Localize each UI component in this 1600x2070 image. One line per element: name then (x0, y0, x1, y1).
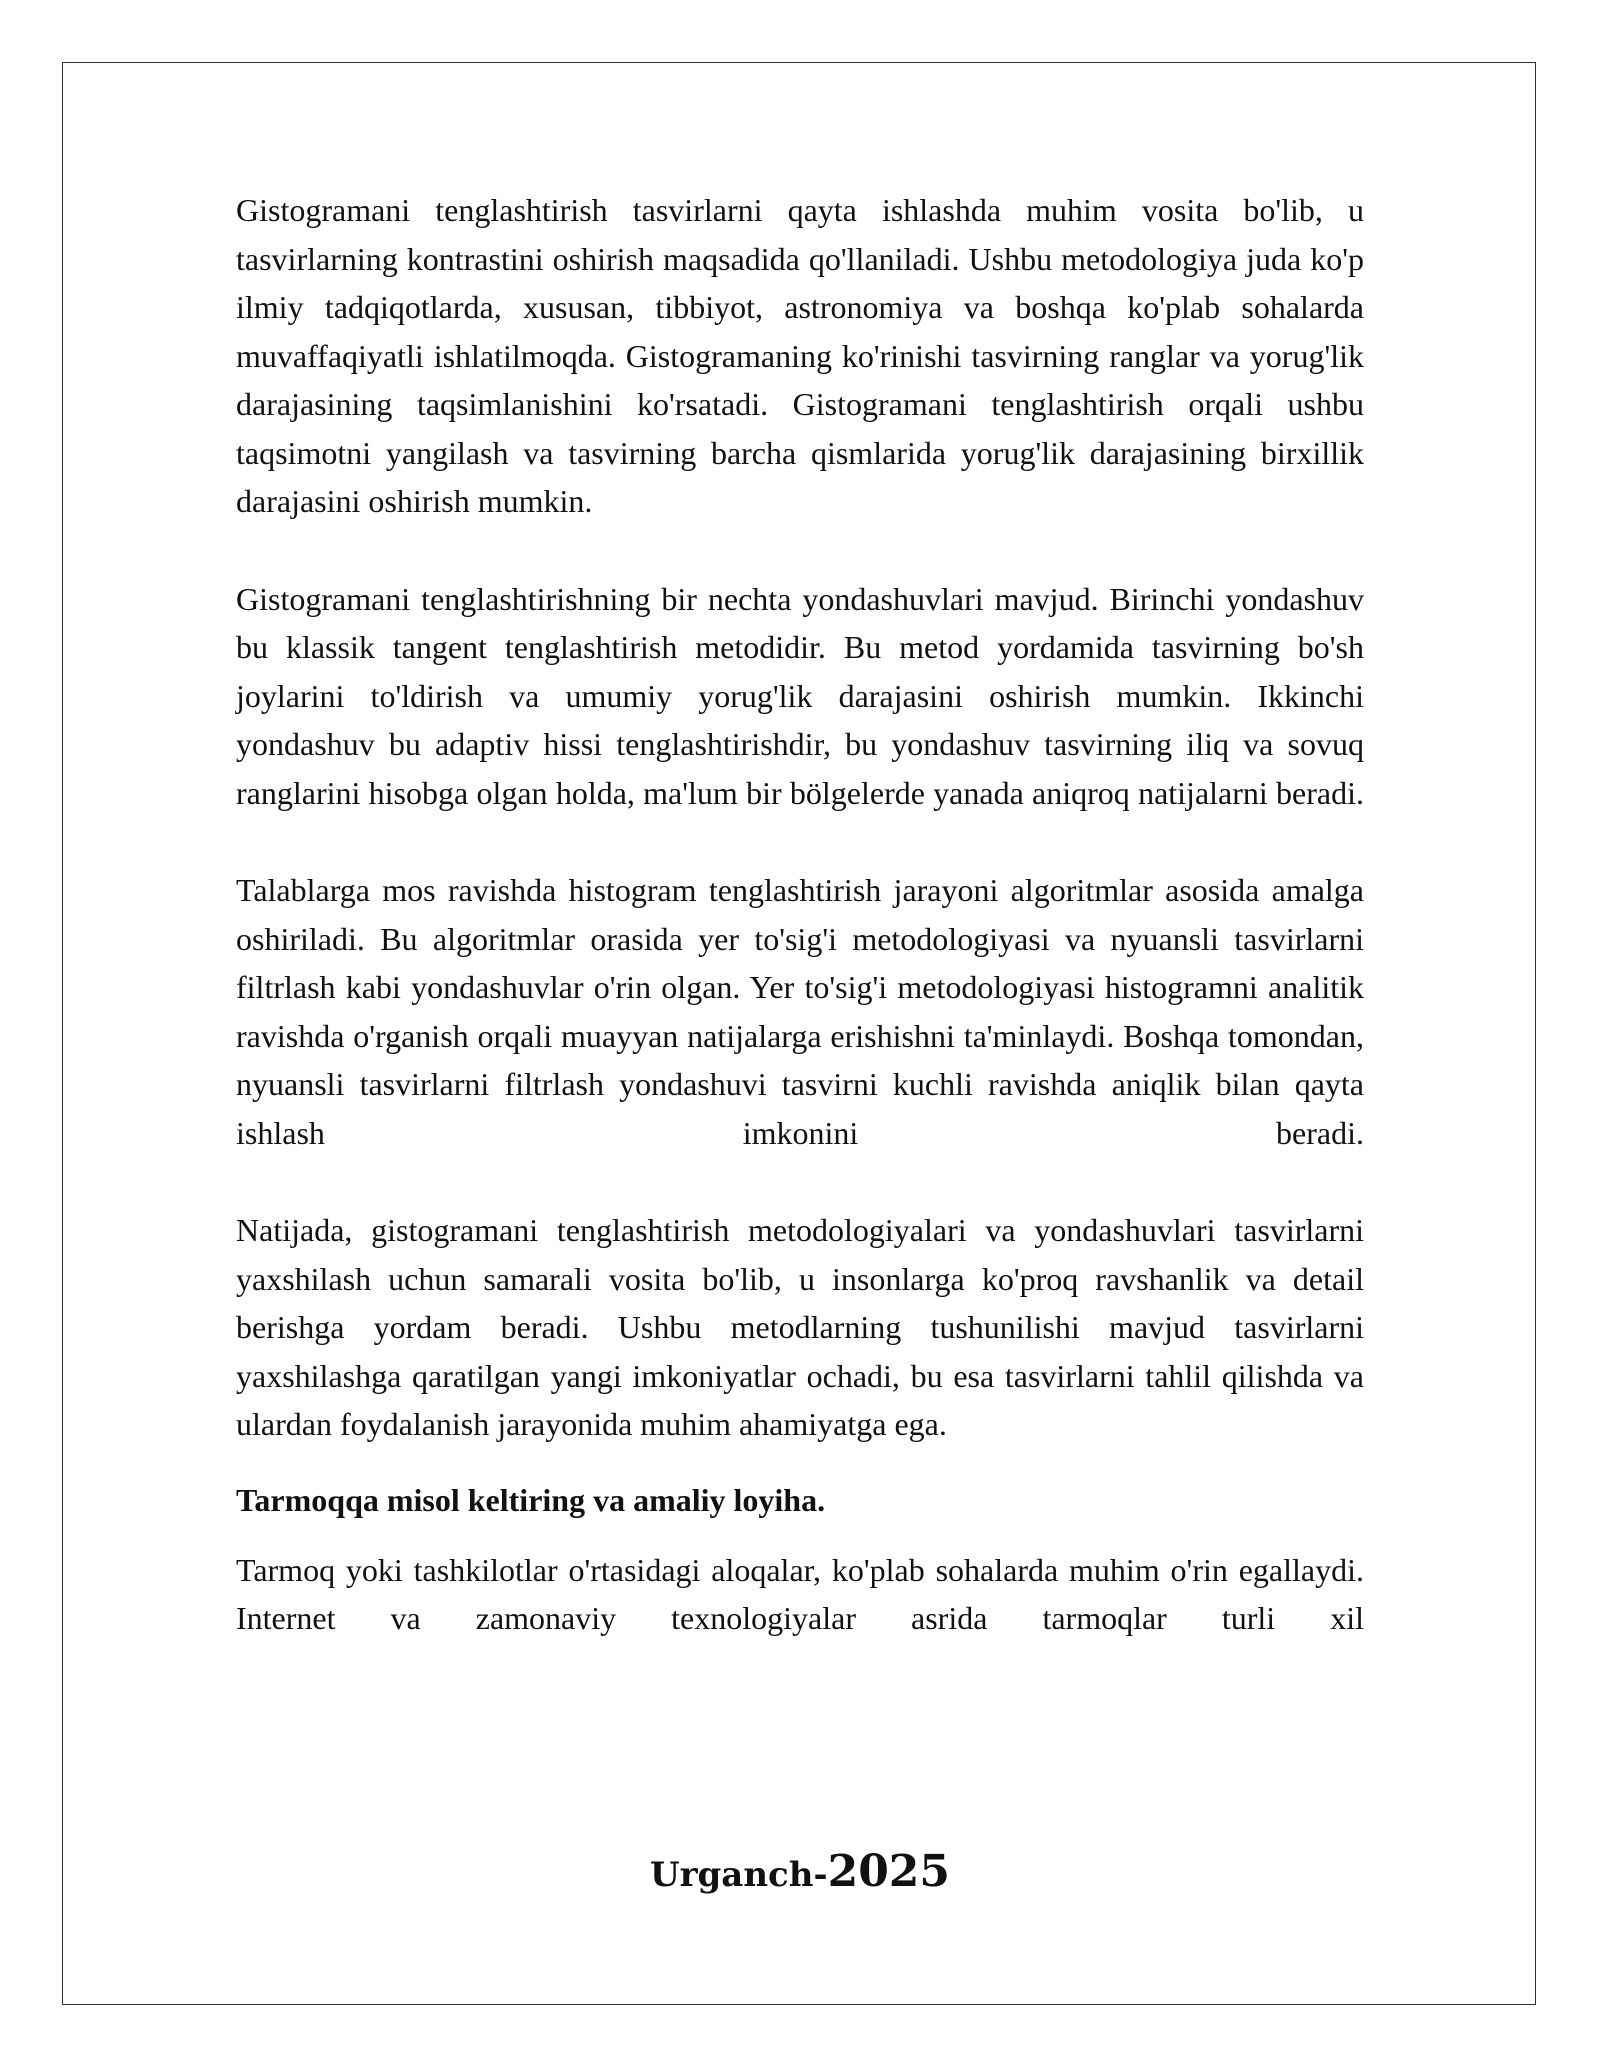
paragraph-5: Tarmoq yoki tashkilotlar o'rtasidagi aloqalar, ko'plab sohalarda muhim o'rin egallaydi. Internet va zamonaviy texnologiyalar asrida tarmoqlar turli xil (236, 1551, 1364, 1636)
footer-city-year (0, 1846, 1600, 1897)
paragraph-2: Gistogramani tenglashtirishning bir nechta yondashuvlari mavjud. Birinchi yondashuv bu klassik tangent tenglashtirish metodidir. Bu metod yordamida tasvirning bo'sh joylarini to'ldirish va umumiy yorug'lik darajasini oshirish mumkin. Ikkinchi yondashuv bu adaptiv hissi tenglashtirishdir, bu yondashuv tasvirning iliq va sovuq ranglarini hisobga olgan holda, ma'lum bir bölgelerde yanada aniqroq natijalarni beradi. (236, 580, 1364, 811)
document-body (236, 186, 1364, 1643)
paragraph-4: Natijada, gistogramani tenglashtirish metodologiyalari va yondashuvlari tasvirlarni yaxshilash uchun samarali vosita bo'lib, u insonlarga ko'proq ravshanlik va detail berishga yordam beradi. Ushbu metodlarning tushunilishi mavjud tasvirlarni yaxshilashga qaratilgan yangi imkoniyatlar ochadi, bu esa tasvirlarni tahlil qilishda va ulardan foydalanish jarayonida muhim ahamiyatga ega. (236, 1212, 1364, 1442)
footer-city: Urganch- (649, 1855, 828, 1895)
paragraph-3: Talablarga mos ravishda histogram tenglashtirish jarayoni algoritmlar asosida amalga oshiriladi. Bu algoritmlar orasida yer to'sig'i metodologiyasi va nyuansli tasvirlarni filtrlash kabi yondashuvlar o'rin olgan. Yer to'sig'i metodologiyasi histogramni analitik ravishda o'rganish orqali muayyan natijalarga erishishni ta'minlaydi. Boshqa tomondan, nyuansli tasvirlarni filtrlash yondashuvi tasvirni kuchli ravishda aniqlik bilan qayta ishlash imkonini beradi. (236, 872, 1364, 1151)
section-heading: Tarmoqqa misol keltiring va amaliy loyiha. (236, 1481, 826, 1518)
footer-year: 2025 (827, 1846, 951, 1897)
paragraph-1: Gistogramani tenglashtirish tasvirlarni qayta ishlashda muhim vosita bo'lib, u tasvirlarning kontrastini oshirish maqsadida qo'llaniladi. Ushbu metodologiya juda ko'p ilmiy tadqiqotlarda, xususan, tibbiyot, astronomiya va boshqa ko'plab sohalarda muvaffaqiyatli ishlatilmoqda. Gistogramaning ko'rinishi tasvirning ranglar va yorug'lik darajasining taqsimlanishini ko'rsatadi. Gistogramani tenglashtirish orqali ushbu taqsimotni yangilash va tasvirning barcha qismlarida yorug'lik darajasining birxillik darajasini oshirish mumkin. (236, 192, 1364, 519)
